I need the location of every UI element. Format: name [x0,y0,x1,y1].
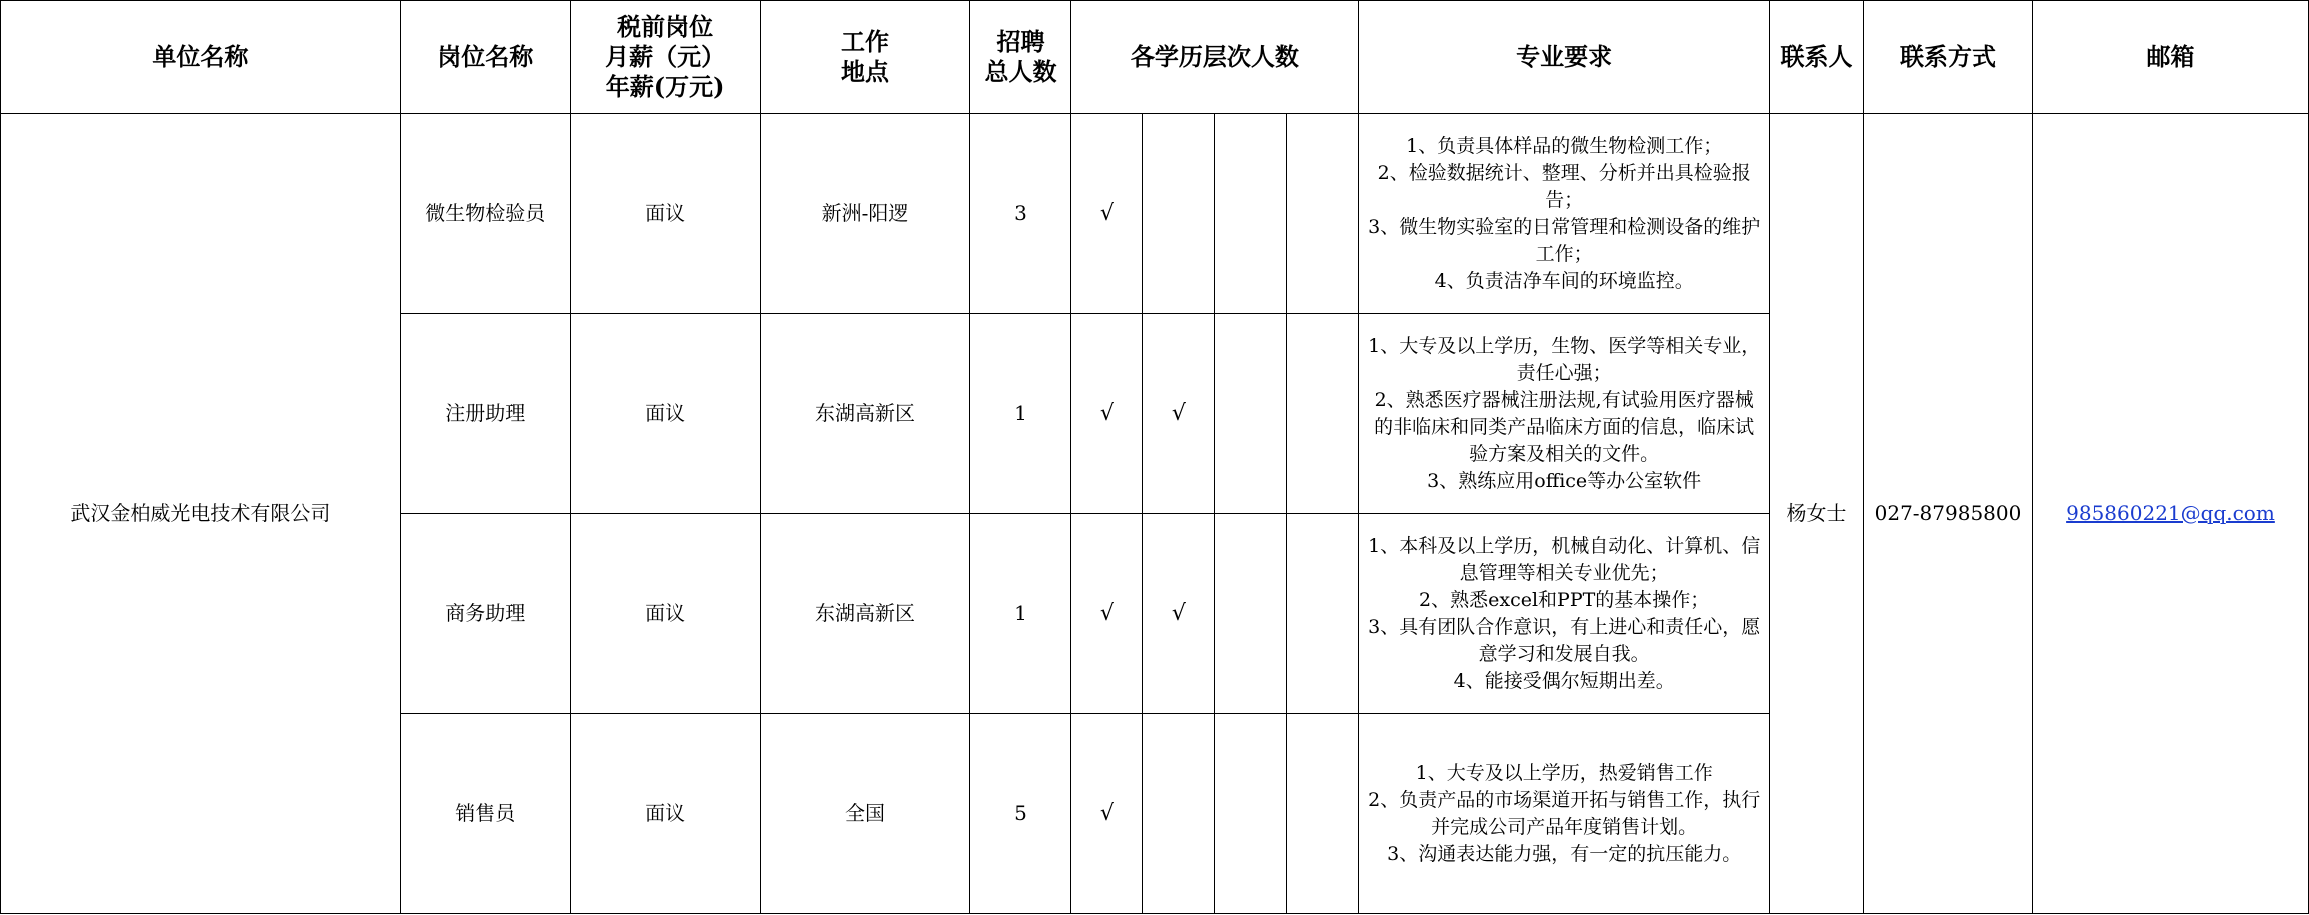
requirement-line: 2、检验数据统计、整理、分析并出具检验报告； [1377,161,1751,211]
location-cell: 东湖高新区 [760,314,970,514]
table-row [1,114,2309,314]
position-cell: 注册助理 [400,314,570,514]
edu-cell: √ [1143,314,1215,514]
requirement-line: 1、大专及以上学历，生物、医学等相关专业，责任心强； [1368,334,1761,384]
header-location-line: 地点 [841,57,890,86]
requirement-line: 2、熟悉excel和PPT的基本操作； [1419,588,1710,611]
edu-cell [1215,314,1287,514]
position-cell: 商务助理 [400,514,570,714]
header-contact-person: 联系人 [1770,1,1864,114]
count-cell: 3 [970,114,1071,314]
location-cell: 全国 [760,714,970,914]
header-headcount-line: 招聘 [996,27,1045,56]
requirement-line: 4、负责洁净车间的环境监控。 [1434,269,1694,292]
edu-cell [1215,714,1287,914]
salary-cell: 面议 [570,314,760,514]
contact-person-cell: 杨女士 [1770,114,1864,914]
requirements-cell [1359,514,1770,714]
count-cell: 5 [970,714,1071,914]
edu-cell [1287,314,1359,514]
email-cell [2032,114,2308,914]
edu-cell [1215,514,1287,714]
header-location-line: 工作 [841,27,890,56]
edu-cell [1143,714,1215,914]
edu-cell: √ [1143,514,1215,714]
position-cell: 微生物检验员 [400,114,570,314]
edu-cell [1287,514,1359,714]
edu-cell [1143,114,1215,314]
header-salary [570,1,760,114]
requirement-line: 3、沟通表达能力强，有一定的抗压能力。 [1387,842,1742,865]
location-cell: 新洲-阳逻 [760,114,970,314]
requirements-cell [1359,314,1770,514]
location-cell: 东湖高新区 [760,514,970,714]
requirement-line: 1、负责具体样品的微生物检测工作； [1406,134,1723,157]
header-row [1,1,2309,114]
header-salary-line: 税前岗位 [617,12,714,41]
header-email: 邮箱 [2032,1,2308,114]
header-headcount-line: 总人数 [984,57,1057,86]
requirement-line: 1、本科及以上学历，机械自动化、计算机、信息管理等相关专业优先； [1368,534,1761,584]
requirement-line: 1、大专及以上学历，热爱销售工作 [1415,761,1713,784]
header-requirements: 专业要求 [1359,1,1770,114]
header-salary-line: 月薪（元） [605,42,726,71]
edu-cell: √ [1071,314,1143,514]
count-cell: 1 [970,514,1071,714]
requirement-line: 2、熟悉医疗器械注册法规,有试验用医疗器械的非临床和同类产品临床方面的信息，临床试验方案及相关的文件。 [1374,388,1755,465]
header-position: 岗位名称 [400,1,570,114]
edu-cell [1287,114,1359,314]
edu-cell: √ [1071,714,1143,914]
requirements-cell [1359,714,1770,914]
edu-cell: √ [1071,114,1143,314]
requirement-line: 3、熟练应用office等办公室软件 [1427,469,1702,492]
header-headcount [970,1,1071,114]
requirement-line: 4、能接受偶尔短期出差。 [1453,669,1675,692]
header-company: 单位名称 [1,1,401,114]
salary-cell: 面议 [570,714,760,914]
edu-cell [1287,714,1359,914]
email-link[interactable]: 985860221@qq.com [2066,501,2275,525]
requirements-cell [1359,114,1770,314]
requirement-line: 3、微生物实验室的日常管理和检测设备的维护工作； [1368,215,1761,265]
position-cell: 销售员 [400,714,570,914]
requirement-line: 2、负责产品的市场渠道开拓与销售工作，执行并完成公司产品年度销售计划。 [1368,788,1761,838]
edu-cell [1215,114,1287,314]
salary-cell: 面议 [570,114,760,314]
requirement-line: 3、具有团队合作意识，有上进心和责任心，愿意学习和发展自我。 [1368,615,1761,665]
header-salary-line: 年薪(万元) [605,72,725,101]
header-contact-method: 联系方式 [1864,1,2033,114]
header-education: 各学历层次人数 [1071,1,1359,114]
company-cell: 武汉金柏威光电技术有限公司 [1,114,401,914]
salary-cell: 面议 [570,514,760,714]
header-location [760,1,970,114]
phone-cell: 027-87985800 [1864,114,2033,914]
count-cell: 1 [970,314,1071,514]
edu-cell: √ [1071,514,1143,714]
